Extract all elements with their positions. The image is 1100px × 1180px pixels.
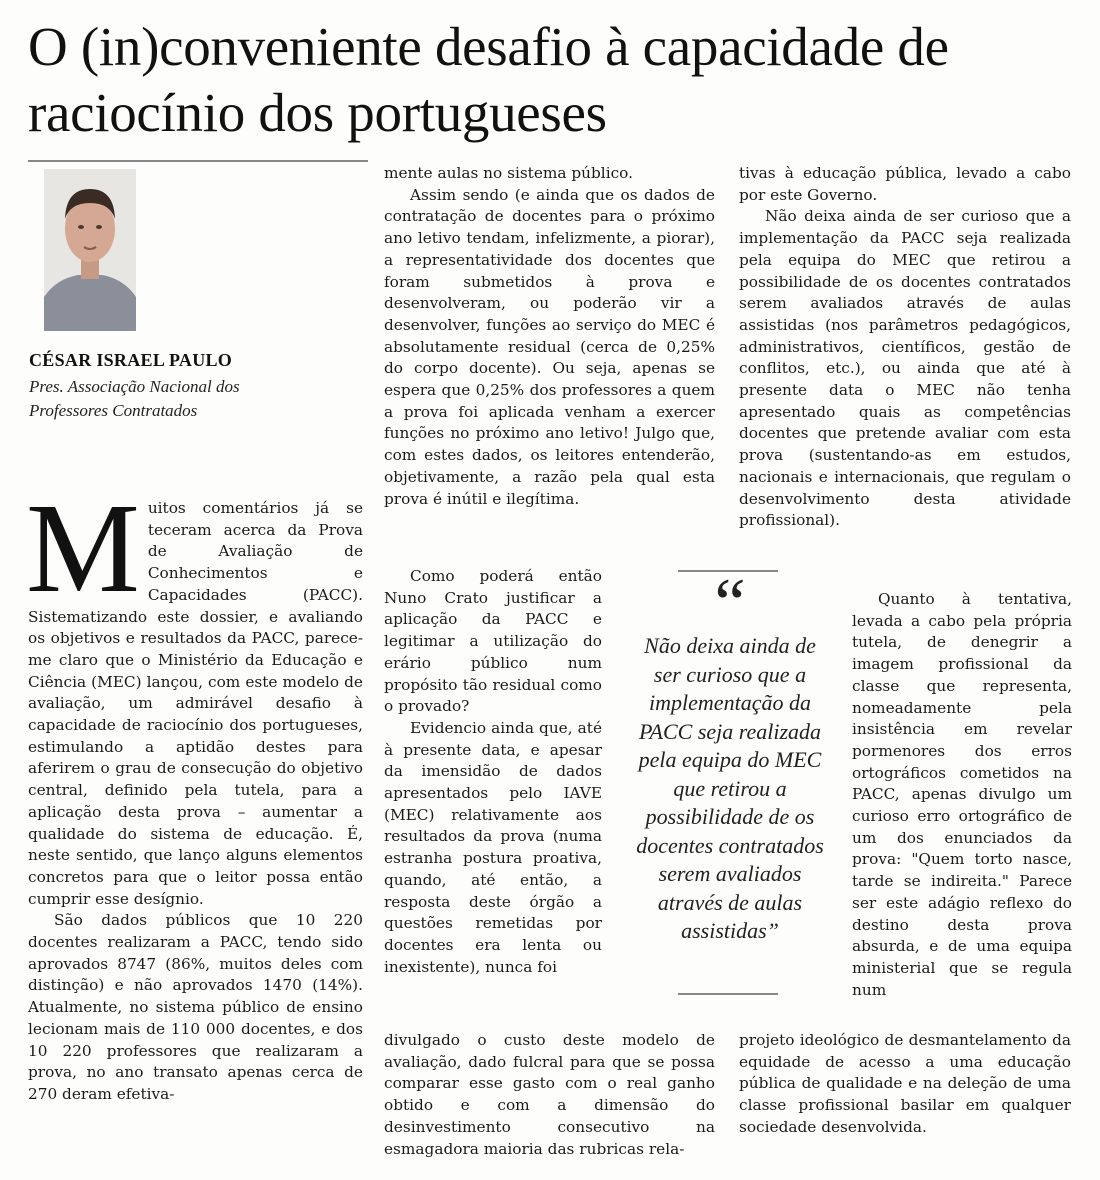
article-column-3 [739, 163, 1071, 532]
article-paragraph: Evidencio ainda que, até à presente data, e apesar da imensidão de dados apresentados pelo IAVE (MEC) relativamente aos resultados da prova (numa estranha postura proativa, quando, até então, a resposta deste órgão a questões remetidas por docentes era lenta ou inexistente), nunca foi [384, 718, 602, 976]
article-column-3c [739, 1030, 1071, 1139]
article-column-2c [384, 1030, 715, 1160]
article-paragraph: São dados públicos que 10 220 docentes realizaram a PACC, tendo sido aprovados 8747 (86%, muitos deles com distinção) e não aprovados 1470 (14%). Atualmente, no sistema público de ensino lecionam mais de 110 000 docentes, e dos 10 220 professores que realizaram a prova, no ano transato apenas cerca de 270 deram efetiva- [28, 911, 363, 1103]
author-rule-top [28, 160, 368, 162]
article-paragraph: tivas à educação pública, levado a cabo por este Governo. [739, 164, 1071, 204]
article-paragraph: projeto ideológico de desmantelamento da equidade de acesso a uma educação pública de qualidade e na deleção de uma classe profissional basilar em qualquer sociedade desenvolvida. [739, 1031, 1071, 1136]
dropcap: M [26, 477, 140, 619]
article-paragraph: divulgado o custo deste modelo de avaliação, dado fulcral para que se possa comparar esse gasto com o real ganho obtido e com a dimensão do desinvestimento consecutivo na esmagadora maioria das rubricas rela- [384, 1031, 715, 1158]
article-paragraph: Muitos comentários já se teceram acerca da Prova de Avaliação de Conhecimentos e Capacidades (PACC). Sistematizando este dossier, e avaliando os objetivos e resultados da PACC, parece-me claro que o Ministério da Educação e Ciência (MEC) lançou, com este modelo de avaliação, um admirável desafio à capacidade de raciocínio dos portugueses, estimulando a aptidão destes para aferirem o grau de consecução do objetivo central, definido pela tutela, para a aplicação desta prova – aumentar a qualidade do sistema de educação. É, neste sentido, que lanço alguns elementos concretos para que o leitor possa então cumprir esse desígnio. [26, 477, 363, 908]
author-name: CÉSAR ISRAEL PAULO [29, 350, 233, 370]
article-paragraph: Como poderá então Nuno Crato justificar a aplicação da PACC e legitimar a utilização do erário público num propósito tão residual como o provado? [384, 567, 602, 716]
pullquote [632, 565, 828, 995]
author-portrait-icon [44, 169, 136, 331]
article-paragraph: mente aulas no sistema público. [384, 164, 633, 182]
headline: O (in)conveniente desafio à capacidade de raciocínio dos portugueses [28, 16, 949, 143]
article-column-2 [384, 163, 715, 510]
author-role: Pres. Associação Nacional dos Professores Contratados [29, 377, 240, 420]
article-paragraph: Assim sendo (e ainda que os dados de contratação de docentes para o próximo ano letivo tendam, infelizmente, a piorar), a representatividade dos docentes que foram submetidos à prova e desenvolveram, ou poderão vir a desenvolver, funções ao serviço do MEC é absolutamente residual (cerca de 0,25% do corpo docente). Ou seja, apenas se espera que 0,25% dos professores a quem a prova foi aplicada venham a exercer funções no próximo ano letivo! Julgo que, com estes dados, os leitores entenderão, objetivamente, a razão pela qual esta prova é inútil e ilegítima. [384, 185, 715, 508]
pullquote-text: Não deixa ainda de ser curioso que a implementação da PACC seja realizada pela equipa do MEC que retirou a possibilidade de os docentes contratados serem avaliados através de aulas assistidas” [636, 633, 824, 943]
article-column-1 [26, 477, 363, 1106]
author-photo [44, 169, 136, 331]
article-paragraph: Não deixa ainda de ser curioso que a implementação da PACC seja realizada pela equipa do MEC que retirou a possibilidade de os docentes contratados serem avaliados através de aulas assistidas (nos parâmetros pedagógicos, administrativos, científicos, gestão de conflitos, etc.), ou ainda que até à presente data o MEC não tenha apresentado quais as competências docentes que pretende avaliar com esta prova (sustentando-as em estudos, nacionais e internacionais, que regulam o desenvolvimento desta atividade profissional). [739, 207, 1071, 530]
article-paragraph: Quanto à tentativa, levada a cabo pela própria tutela, de denegrir a imagem profissional da classe que representa, nomeadamente pela insistência em revelar pormenores dos erros ortográficos cometidos na PACC, apenas divulgo um curioso erro ortográfico de um dos enunciados da prova: "Quem torto nasce, tarde se indireita." Parece ser este adágio reflexo do destino desta prova absurda, e de uma equipa ministerial que se regula num [852, 590, 1072, 999]
quote-mark-icon: “ [714, 565, 746, 642]
article-column-2b [384, 566, 602, 978]
article-column-3b [852, 589, 1072, 1001]
